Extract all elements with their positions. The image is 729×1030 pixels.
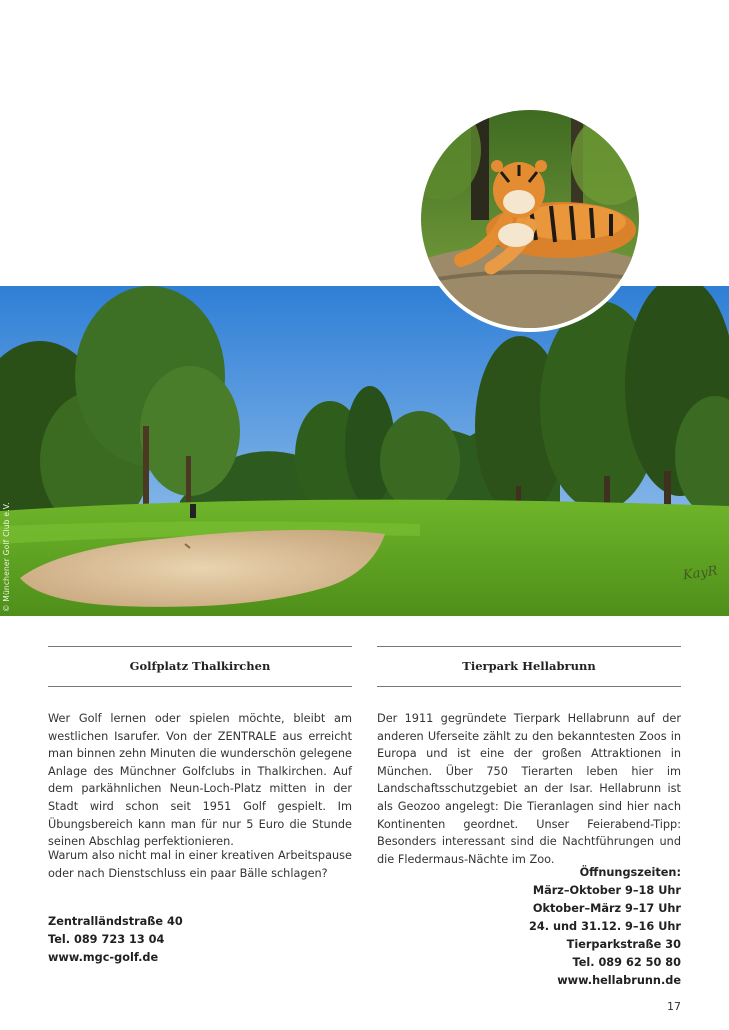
zoo-paragraph-1: Der 1911 gegründete Tierpark Hellabrunn auf der anderen Uferseite zählt zu den bekanntesten Zoos in Europa und ist eine der großen Attraktionen in München. Über 750 Tierarten leben hier im Landschaftsschutzgebiet an der Isar. Hellabrunn ist als Geozoo angelegt: Die Tieranlagen sind hier nach Kontinenten geordnet. Unser Feierabend-Tipp: Besonders interessant sind die Nachtführungen und die Fledermaus-Nächte im Zoo. (377, 712, 681, 866)
zoo-website-link[interactable]: www.hellabrunn.de (557, 974, 681, 987)
zoo-contact (377, 864, 681, 990)
photo-credit: © Münchener Golf Club e.V. (2, 502, 11, 612)
left-heading-rule-bottom (48, 686, 352, 687)
golf-course-photo (0, 286, 729, 616)
opening-hours-title: Öffnungszeiten: (579, 866, 681, 879)
zoo-address: Tierparkstraße 30 (566, 938, 681, 951)
photographer-signature: KayR (682, 563, 719, 584)
golf-paragraph-2: Warum also nicht mal in einer kreativen Arbeitspause oder nach Dienstschluss ein paar Bälle schlagen? (48, 849, 352, 880)
golf-address: Zentralländstraße 40 (48, 915, 183, 928)
page-number: 17 (667, 1000, 681, 1013)
opening-hours-line: Oktober–März 9–17 Uhr (532, 902, 681, 915)
golf-heading: Golfplatz Thalkirchen (129, 659, 271, 673)
opening-hours-line: 24. und 31.12. 9–16 Uhr (529, 920, 681, 933)
opening-hours-line: März–Oktober 9–18 Uhr (532, 884, 681, 897)
right-heading-rule-top (377, 646, 681, 647)
right-heading-rule-bottom (377, 686, 681, 687)
golf-website-link[interactable]: www.mgc-golf.de (48, 951, 159, 964)
zoo-phone: Tel. 089 62 50 80 (572, 956, 681, 969)
golf-paragraph-1: Wer Golf lernen oder spielen möchte, bleibt am westlichen Isarufer. Von der ZENTRALE aus erreicht man binnen zehn Minuten die wunderschön gelegene Anlage des Münchner Golfclubs in Thalkirchen. Auf dem parkähnlichen Neun-Loch-Platz mitten in der Stadt wird schon seit 1951 Golf gespielt. Im Übungsbereich kann man für nur 5 Euro die Stunde seinen Abschlag perfektionieren. (48, 712, 352, 849)
tiger-photo (417, 106, 643, 332)
zoo-heading: Tierpark Hellabrunn (462, 659, 596, 673)
golf-phone: Tel. 089 723 13 04 (48, 933, 165, 946)
golf-contact (48, 913, 183, 967)
left-heading-rule-top (48, 646, 352, 647)
